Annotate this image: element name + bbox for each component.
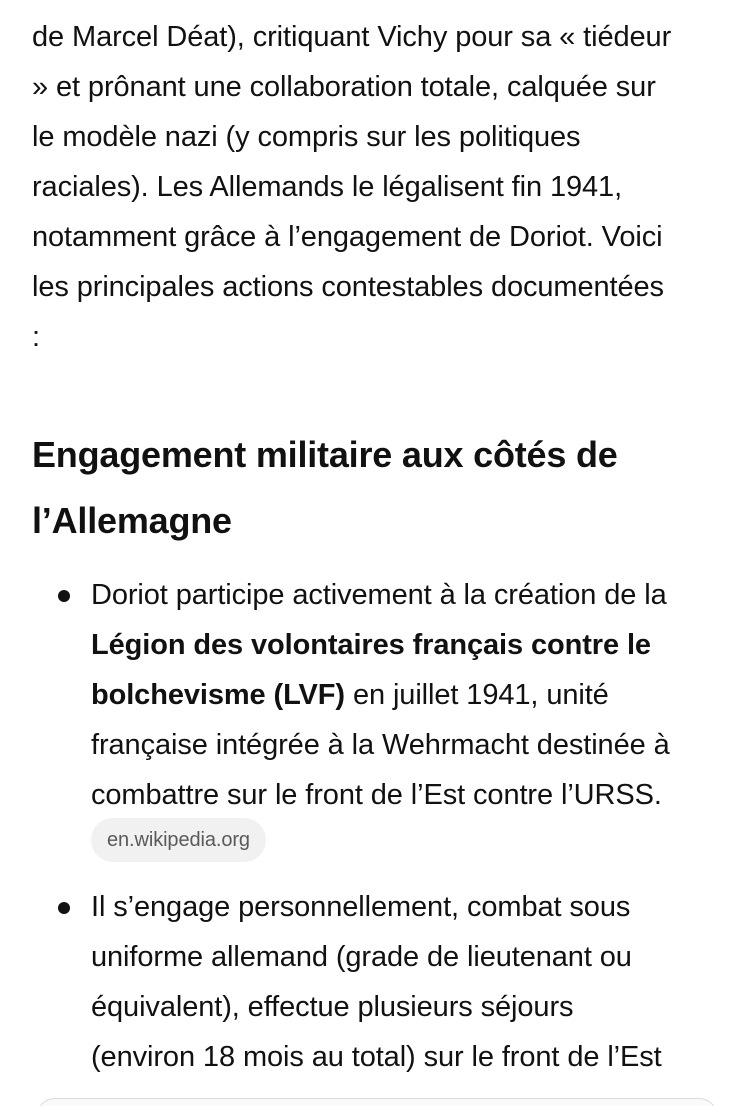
bullet-2-line-3: équivalent), effectue plusieurs séjours [91, 991, 574, 1023]
source-link-chip[interactable]: en.wikipedia.org [91, 818, 266, 862]
intro-paragraph [32, 12, 722, 362]
message-input-bar[interactable] [36, 1098, 718, 1106]
section-heading-line-2: l’Allemagne [32, 500, 232, 541]
intro-line-4: raciales). Les Allemands le légalisent fin 1941, [32, 171, 623, 203]
bullet-2-line-1: Il s’engage personnellement, combat sous [91, 891, 631, 923]
bullet-2-line-4: (environ 18 mois au total) sur le front de l’Est [91, 1041, 662, 1073]
section-heading [32, 422, 722, 554]
list-item [0, 570, 750, 864]
intro-line-7: : [32, 321, 40, 353]
bullet-2-line-2: uniforme allemand (grade de lieutenant ou [91, 941, 632, 973]
intro-line-6: les principales actions contestables documentées [32, 271, 664, 303]
bullet-1-line-4: française intégrée à la Wehrmacht destinée à [91, 729, 670, 761]
bullet-1-bold-line-2: bolchevisme (LVF) [91, 679, 345, 711]
intro-line-1: de Marcel Déat), critiquant Vichy pour sa « tiédeur [32, 21, 672, 53]
intro-line-5: notamment grâce à l’engagement de Doriot. Voici [32, 221, 663, 253]
bullet-1-line-2 [91, 620, 718, 670]
bullet-1-line-5: combattre sur le front de l’Est contre l’URSS. [91, 779, 662, 811]
top-fade-overlay [0, 0, 750, 10]
bullet-list [0, 570, 750, 1082]
bullet-1-after-bold: en juillet 1941, unité [344, 679, 609, 711]
list-item [0, 882, 750, 1082]
bullet-1-line-3 [91, 670, 718, 720]
bullet-1-bold-line-1: Légion des volontaires français contre le [91, 629, 651, 661]
bullet-dot [58, 902, 70, 914]
source-chip-row [91, 814, 718, 864]
intro-line-3: le modèle nazi (y compris sur les politiques [32, 121, 581, 153]
section-heading-line-1: Engagement militaire aux côtés de [32, 434, 618, 475]
bullet-dot [58, 590, 70, 602]
intro-line-2: » et prônant une collaboration totale, calquée sur [32, 71, 656, 103]
bullet-1-line-1: Doriot participe activement à la création de la [91, 579, 667, 611]
